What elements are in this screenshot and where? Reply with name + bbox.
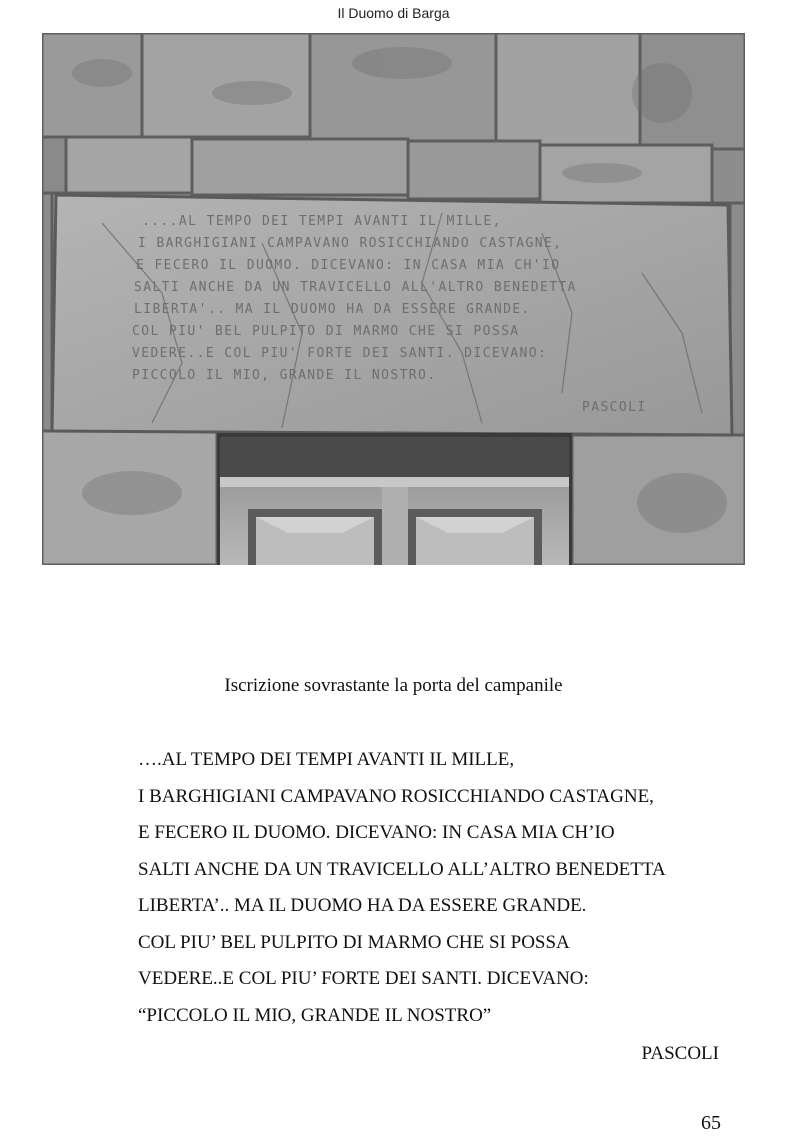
inscription-line: I BARGHIGIANI CAMPAVANO ROSICCHIANDO CASTAGNE, (138, 236, 563, 251)
poem-line: VEDERE..E COL PIU’ FORTE DEI SANTI. DICEVANO: (138, 968, 589, 989)
poem-line: LIBERTA’.. MA IL DUOMO HA DA ESSERE GRANDE. (138, 895, 587, 916)
inscription-line: PICCOLO IL MIO, GRANDE IL NOSTRO. (132, 368, 437, 383)
poem-author: PASCOLI (641, 1043, 719, 1064)
inscription-line: COL PIU' BEL PULPITO DI MARMO CHE SI POSSA (132, 324, 520, 339)
page-number: 65 (701, 1112, 721, 1134)
inscription-line: SALTI ANCHE DA UN TRAVICELLO ALL'ALTRO BENEDETTA (134, 280, 577, 295)
inscription-line: ....AL TEMPO DEI TEMPI AVANTI IL MILLE, (142, 214, 502, 229)
inscription-line: E FECERO IL DUOMO. DICEVANO: IN CASA MIA CH'IO (136, 258, 561, 273)
inscription-photo (42, 33, 745, 565)
poem-line: ….AL TEMPO DEI TEMPI AVANTI IL MILLE, (138, 749, 515, 770)
figure-caption: Iscrizione sovrastante la porta del campanile (224, 675, 563, 696)
poem-line: E FECERO IL DUOMO. DICEVANO: IN CASA MIA CH’IO (138, 822, 615, 843)
poem-transcription (138, 742, 738, 1034)
poem-line: I BARGHIGIANI CAMPAVANO ROSICCHIANDO CASTAGNE, (138, 785, 654, 807)
poem-line: COL PIU’ BEL PULPITO DI MARMO CHE SI POSSA (138, 931, 570, 953)
inscription-signature: PASCOLI (582, 400, 647, 415)
inscription-line: VEDERE..E COL PIU' FORTE DEI SANTI. DICEVANO: (132, 346, 548, 361)
inscription-line: LIBERTA'.. MA IL DUOMO HA DA ESSERE GRANDE. (134, 302, 531, 317)
inscription-plaque (52, 195, 732, 435)
running-header: Il Duomo di Barga (337, 5, 450, 21)
poem-line: “PICCOLO IL MIO, GRANDE IL NOSTRO” (138, 1004, 492, 1026)
poem-line: SALTI ANCHE DA UN TRAVICELLO ALL’ALTRO BENEDETTA (138, 858, 666, 880)
campanile-door (217, 433, 572, 565)
